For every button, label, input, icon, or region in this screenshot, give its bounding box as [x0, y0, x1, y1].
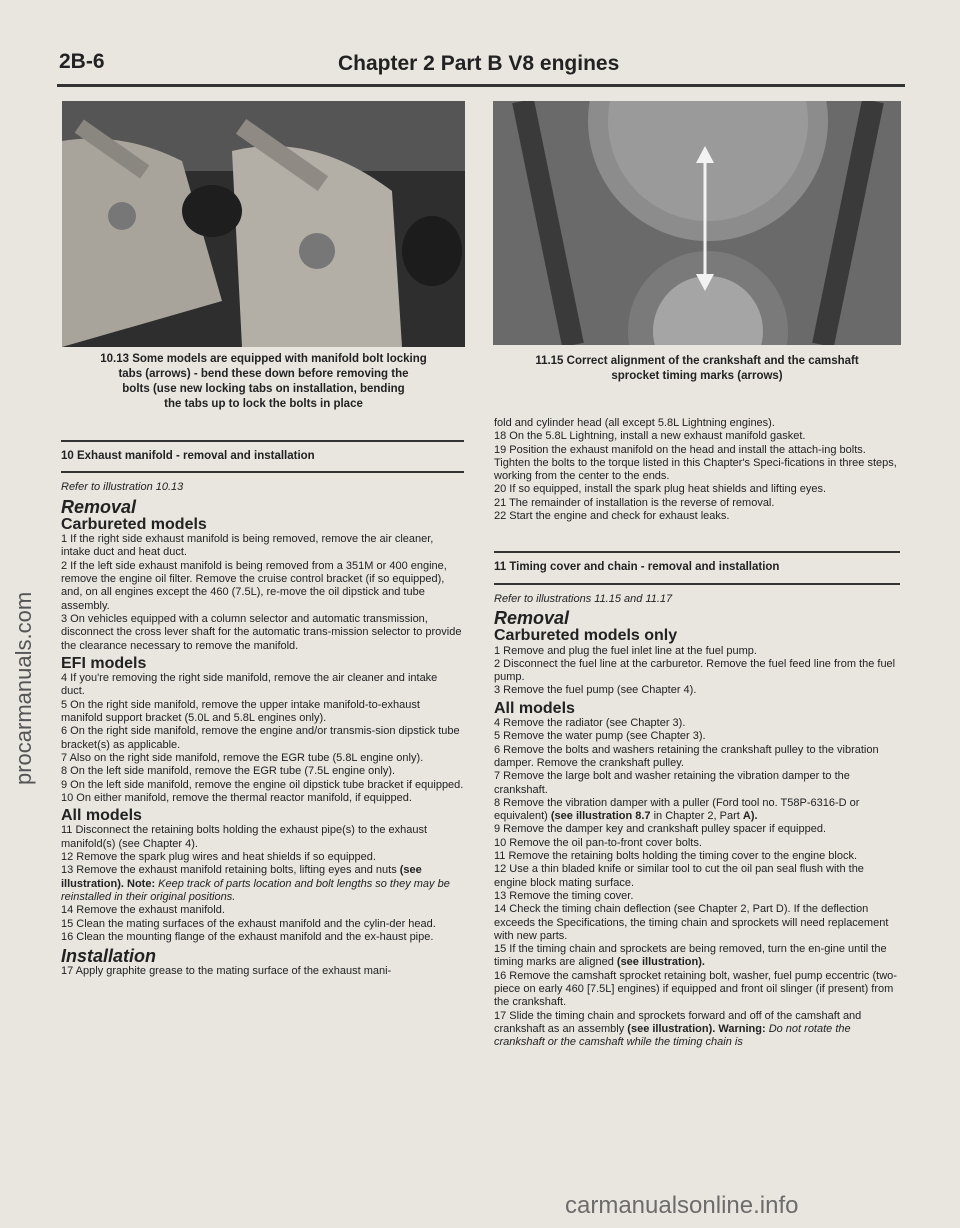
- step-11-15: 15 If the timing chain and sprockets are being removed, turn the en-gine until the timing marks are aligned (see illustration).: [494, 943, 887, 969]
- step-15: 15 Clean the mating surfaces of the exhaust manifold and the cylin-der head.: [61, 917, 436, 930]
- step-11-11: 11 Remove the retaining bolts holding the timing cover to the engine block.: [494, 850, 858, 863]
- step-9: 9 On the left side manifold, remove the engine oil dipstick tube bracket if equipped.: [61, 778, 464, 791]
- step-4: 4 If you're removing the right side manifold, remove the air cleaner and intake duct.: [61, 672, 438, 698]
- step-11-7: 7 Remove the large bolt and washer retaining the vibration damper to the crankshaft.: [494, 770, 850, 796]
- step-17-cont: fold and cylinder head (all except 5.8L Lightning engines).: [494, 417, 775, 429]
- step-16: 16 Clean the mounting flange of the exhaust manifold and the ex-haust pipe.: [61, 930, 434, 943]
- step-13: 13 Remove the exhaust manifold retaining bolts, lifting eyes and nuts (see illustration). Note: Keep track of parts location and bolt lengths so they may be reinstalled in their original positions.: [61, 864, 450, 903]
- section-11-title: 11 Timing cover and chain - removal and installation: [494, 561, 780, 574]
- step-22: 22 Start the engine and check for exhaust leaks.: [494, 510, 730, 523]
- step-17: 17 Apply graphite grease to the mating surface of the exhaust mani-: [61, 965, 392, 978]
- step-2: 2 If the left side exhaust manifold is being removed from a 351M or 400 engine, remove the engine oil filter. Remove the cruise control bracket (if so equipped), and, on all engines except the 460 (7.5L), re-move the oil dipstick and tube assembly.: [61, 559, 447, 612]
- step-11-10: 10 Remove the oil pan-to-front cover bolts.: [494, 836, 702, 849]
- efi-heading: EFI models: [61, 654, 147, 672]
- step-14: 14 Remove the exhaust manifold.: [61, 904, 225, 917]
- step-19: 19 Position the exhaust manifold on the head and install the attach-ing bolts. Tighten the bolts to the torque listed in this Chapter's Speci-fications in three steps, working from the center to the ends.: [494, 443, 897, 483]
- header-rule: [57, 84, 905, 87]
- step-11-3: 3 Remove the fuel pump (see Chapter 4).: [494, 684, 697, 697]
- step-11-6: 6 Remove the bolts and washers retaining the crankshaft pulley to the vibration damper. Remove the crankshaft pulley.: [494, 743, 879, 769]
- step-11-4: 4 Remove the radiator (see Chapter 3).: [494, 717, 686, 730]
- installation-heading: Installation: [61, 946, 157, 967]
- carbureted-only-heading: Carbureted models only: [494, 627, 678, 645]
- step-11-2: 2 Disconnect the fuel line at the carburetor. Remove the fuel feed line from the fuel pump.: [494, 657, 896, 684]
- right-column: [494, 417, 900, 1049]
- step-6: 6 On the right side manifold, remove the engine and/or transmis-sion dipstick tube bracket(s) as applicable.: [61, 725, 460, 751]
- step-11-17: 17 Slide the timing chain and sprockets forward and off of the camshaft and crankshaft as an assembly (see illustration). Warning: Do not rotate the crankshaft or the camshaft while the timing chain is: [494, 1009, 862, 1049]
- step-11-8: 8 Remove the vibration damper with a puller (Ford tool no. T58P-6316-D or equivalent) (see illustration 8.7 in Chapter 2, Part A).: [494, 796, 860, 823]
- step-11-9: 9 Remove the damper key and crankshaft pulley spacer if equipped.: [494, 823, 827, 836]
- step-3: 3 On vehicles equipped with a column selector and automatic transmission, disconnect the cross lever shaft for the automatic trans-mission selector to provide the clearance necessary to remove the manifold.: [61, 612, 462, 652]
- step-10: 10 On either manifold, remove the thermal reactor manifold, if equipped.: [61, 791, 412, 804]
- step-11: 11 Disconnect the retaining bolts holding the exhaust pipe(s) to the exhaust manifold(s) (see Chapter 4).: [61, 824, 428, 850]
- watermark-left: procarmanuals.com: [11, 591, 36, 785]
- step-18: 18 On the 5.8L Lightning, install a new exhaust manifold gasket.: [494, 430, 806, 443]
- figure-11-15-photo: [493, 101, 901, 345]
- removal-heading: Removal: [61, 496, 137, 517]
- step-11-13: 13 Remove the timing cover.: [494, 889, 634, 902]
- step-8: 8 On the left side manifold, remove the EGR tube (7.5L engine only).: [61, 765, 396, 778]
- chapter-title: Chapter 2 Part B V8 engines: [338, 52, 620, 75]
- step-11-12: 12 Use a thin bladed knife or similar tool to cut the oil pan seal flush with the engine block mating surface.: [494, 863, 864, 889]
- all-models-heading: All models: [61, 807, 142, 825]
- all-models-heading-11: All models: [494, 699, 575, 717]
- figure-11-15-caption: 11.15 Correct alignment of the crankshaft and the camshaft sprocket timing marks (arrows): [535, 355, 859, 382]
- section-10-title: 10 Exhaust manifold - removal and installation: [61, 450, 315, 462]
- section-11-rule-bottom: [494, 583, 900, 585]
- step-12: 12 Remove the spark plug wires and heat shields if so equipped.: [61, 851, 376, 864]
- left-column: [61, 418, 464, 979]
- removal-heading-11: Removal: [494, 607, 570, 628]
- step-1: 1 If the right side exhaust manifold is being removed, remove the air cleaner, intake duct and heat duct.: [61, 533, 434, 559]
- step-7: 7 Also on the right side manifold, remove the EGR tube (5.8L engine only).: [61, 751, 424, 764]
- carbureted-heading: Carbureted models: [61, 515, 207, 533]
- figure-10-13-caption: 10.13 Some models are equipped with manifold bolt locking tabs (arrows) - bend these down before removing the bolts (use new locking tabs on installation, bending the tabs up to lock the bolts in place: [100, 353, 427, 410]
- step-11-1: 1 Remove and plug the fuel inlet line at the fuel pump.: [494, 644, 757, 657]
- step-20: 20 If so equipped, install the spark plug heat shields and lifting eyes.: [494, 483, 827, 496]
- step-21: 21 The remainder of installation is the reverse of removal.: [494, 496, 775, 509]
- section-10-rule-bottom: [61, 471, 464, 473]
- watermark-bottom: carmanualsonline.info: [565, 1192, 799, 1219]
- section-10-reference: Refer to illustration 10.13: [61, 481, 184, 494]
- step-11-16: 16 Remove the camshaft sprocket retaining bolt, washer, fuel pump eccentric (two-piece on early 460 [7.5L] engines) if equipped and front oil slinger (if present) from the crankshaft.: [494, 969, 897, 1009]
- page-number: 2B-6: [59, 50, 105, 73]
- section-11-reference: Refer to illustrations 11.15 and 11.17: [494, 592, 673, 605]
- step-11-5: 5 Remove the water pump (see Chapter 3).: [494, 730, 706, 743]
- figure-10-13-photo: [62, 101, 465, 347]
- step-5: 5 On the right side manifold, remove the upper intake manifold-to-exhaust manifold support bracket (5.0L and 5.8L engines only).: [61, 698, 420, 725]
- step-11-14: 14 Check the timing chain deflection (see Chapter 2, Part D). If the deflection exceeds the Specifications, the timing chain and sprockets will need replacement with new parts.: [494, 903, 889, 942]
